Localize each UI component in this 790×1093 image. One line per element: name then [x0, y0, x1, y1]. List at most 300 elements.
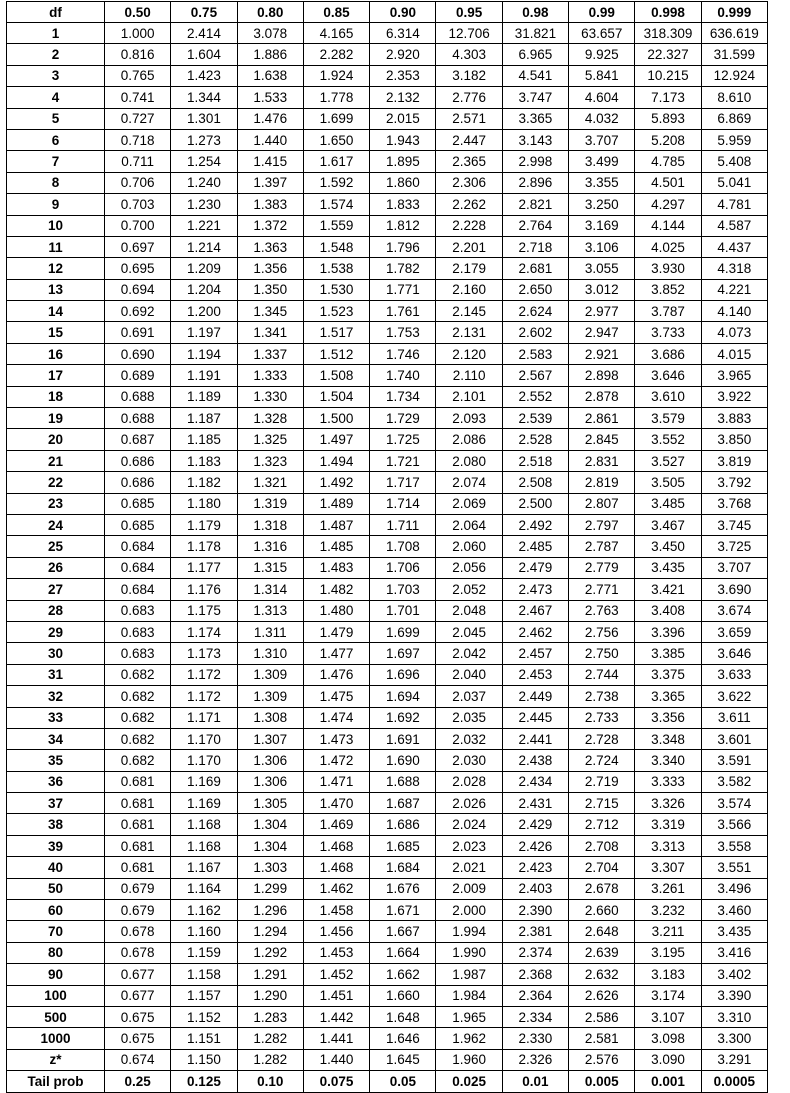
critical-value-cell: 1.725: [370, 429, 436, 450]
critical-value-cell: 3.485: [635, 493, 701, 514]
critical-value-cell: 3.090: [635, 1049, 701, 1070]
critical-value-cell: 2.000: [436, 900, 502, 921]
critical-value-cell: 3.733: [635, 322, 701, 343]
critical-value-cell: 3.340: [635, 750, 701, 771]
critical-value-cell: 2.712: [569, 814, 635, 835]
critical-value-cell: 1.341: [237, 322, 303, 343]
critical-value-cell: 0.681: [105, 857, 171, 878]
df-cell: 12: [7, 258, 105, 279]
critical-value-cell: 2.586: [569, 1006, 635, 1027]
critical-value-cell: 2.453: [502, 664, 568, 685]
critical-value-cell: 1.283: [237, 1006, 303, 1027]
critical-value-cell: 1.472: [303, 750, 369, 771]
critical-value-cell: 0.765: [105, 65, 171, 86]
table-row: [7, 279, 768, 300]
critical-value-cell: 0.681: [105, 835, 171, 856]
df-cell: 23: [7, 493, 105, 514]
critical-value-cell: 2.457: [502, 643, 568, 664]
critical-value-cell: 1.706: [370, 557, 436, 578]
tail-prob-cell: 0.10: [237, 1071, 303, 1092]
critical-value-cell: 1.440: [237, 129, 303, 150]
critical-value-cell: 0.741: [105, 87, 171, 108]
critical-value-cell: 1.273: [171, 129, 237, 150]
critical-value-cell: 1.303: [237, 857, 303, 878]
critical-value-cell: 4.785: [635, 151, 701, 172]
critical-value-cell: 2.438: [502, 750, 568, 771]
critical-value-cell: 5.208: [635, 129, 701, 150]
critical-value-cell: 3.552: [635, 429, 701, 450]
critical-value-cell: 0.675: [105, 1006, 171, 1027]
critical-value-cell: 2.552: [502, 386, 568, 407]
critical-value-cell: 2.878: [569, 386, 635, 407]
critical-value-cell: 4.032: [569, 108, 635, 129]
critical-value-cell: 1.209: [171, 258, 237, 279]
critical-value-cell: 4.025: [635, 236, 701, 257]
critical-value-cell: 1.483: [303, 557, 369, 578]
critical-value-cell: 1.500: [303, 408, 369, 429]
df-column-header: df: [7, 2, 105, 23]
critical-value-cell: 2.821: [502, 194, 568, 215]
table-row: [7, 514, 768, 535]
df-cell: 33: [7, 707, 105, 728]
critical-value-cell: 3.499: [569, 151, 635, 172]
critical-value-cell: 4.140: [701, 301, 767, 322]
critical-value-cell: 2.776: [436, 87, 502, 108]
critical-value-cell: 1.372: [237, 215, 303, 236]
table-row: [7, 728, 768, 749]
critical-value-cell: 2.381: [502, 921, 568, 942]
critical-value-cell: 1.469: [303, 814, 369, 835]
critical-value-cell: 3.416: [701, 942, 767, 963]
critical-value-cell: 1.157: [171, 985, 237, 1006]
critical-value-cell: 2.368: [502, 964, 568, 985]
critical-value-cell: 2.581: [569, 1028, 635, 1049]
critical-value-cell: 4.221: [701, 279, 767, 300]
critical-value-cell: 1.684: [370, 857, 436, 878]
critical-value-cell: 1.701: [370, 600, 436, 621]
critical-value-cell: 1.699: [303, 108, 369, 129]
table-row: [7, 707, 768, 728]
critical-value-cell: 63.657: [569, 23, 635, 44]
critical-value-cell: 1.168: [171, 814, 237, 835]
df-cell: 37: [7, 793, 105, 814]
critical-value-cell: 1.987: [436, 964, 502, 985]
critical-value-cell: 2.040: [436, 664, 502, 685]
critical-value-cell: 1.965: [436, 1006, 502, 1027]
critical-value-cell: 0.682: [105, 728, 171, 749]
critical-value-cell: 1.699: [370, 621, 436, 642]
critical-value-cell: 3.106: [569, 236, 635, 257]
table-row: [7, 536, 768, 557]
critical-value-cell: 1.423: [171, 65, 237, 86]
df-cell: 30: [7, 643, 105, 664]
critical-value-cell: 2.492: [502, 514, 568, 535]
critical-value-cell: 2.539: [502, 408, 568, 429]
critical-value-cell: 2.681: [502, 258, 568, 279]
df-cell: 22: [7, 472, 105, 493]
critical-value-cell: 1.292: [237, 942, 303, 963]
critical-value-cell: 3.313: [635, 835, 701, 856]
critical-value-cell: 0.681: [105, 814, 171, 835]
critical-value-cell: 3.850: [701, 429, 767, 450]
confidence-column-header: 0.90: [370, 2, 436, 23]
critical-value-cell: 2.434: [502, 771, 568, 792]
critical-value-cell: 0.682: [105, 664, 171, 685]
critical-value-cell: 1.690: [370, 750, 436, 771]
critical-value-cell: 2.719: [569, 771, 635, 792]
critical-value-cell: 3.930: [635, 258, 701, 279]
critical-value-cell: 1.548: [303, 236, 369, 257]
confidence-column-header: 0.85: [303, 2, 369, 23]
critical-value-cell: 3.098: [635, 1028, 701, 1049]
df-cell: 4: [7, 87, 105, 108]
critical-value-cell: 3.674: [701, 600, 767, 621]
critical-value-cell: 3.174: [635, 985, 701, 1006]
critical-value-cell: 1.200: [171, 301, 237, 322]
critical-value-cell: 2.390: [502, 900, 568, 921]
critical-value-cell: 1.291: [237, 964, 303, 985]
critical-value-cell: 1.296: [237, 900, 303, 921]
critical-value-cell: 1.310: [237, 643, 303, 664]
critical-value-cell: 1.316: [237, 536, 303, 557]
critical-value-cell: 2.024: [436, 814, 502, 835]
critical-value-cell: 2.485: [502, 536, 568, 557]
critical-value-cell: 318.309: [635, 23, 701, 44]
critical-value-cell: 1.473: [303, 728, 369, 749]
table-row: [7, 44, 768, 65]
critical-value-cell: 2.145: [436, 301, 502, 322]
critical-value-cell: 2.201: [436, 236, 502, 257]
critical-value-cell: 6.314: [370, 23, 436, 44]
critical-value-cell: 12.706: [436, 23, 502, 44]
critical-value-cell: 1.924: [303, 65, 369, 86]
critical-value-cell: 1.812: [370, 215, 436, 236]
critical-value-cell: 0.683: [105, 621, 171, 642]
critical-value-cell: 0.682: [105, 707, 171, 728]
critical-value-cell: 4.604: [569, 87, 635, 108]
critical-value-cell: 1.497: [303, 429, 369, 450]
critical-value-cell: 1.470: [303, 793, 369, 814]
df-cell: 6: [7, 129, 105, 150]
critical-value-cell: 0.700: [105, 215, 171, 236]
critical-value-cell: 1.468: [303, 857, 369, 878]
critical-value-cell: 3.107: [635, 1006, 701, 1027]
tail-prob-label: Tail prob: [7, 1071, 105, 1092]
critical-value-cell: 3.211: [635, 921, 701, 942]
critical-value-cell: 2.365: [436, 151, 502, 172]
critical-value-cell: 1.442: [303, 1006, 369, 1027]
critical-value-cell: 1.305: [237, 793, 303, 814]
critical-value-cell: 3.182: [436, 65, 502, 86]
critical-value-cell: 1.559: [303, 215, 369, 236]
critical-value-cell: 3.421: [635, 579, 701, 600]
critical-value-cell: 1.475: [303, 686, 369, 707]
df-cell: 3: [7, 65, 105, 86]
critical-value-cell: 2.353: [370, 65, 436, 86]
critical-value-cell: 1.714: [370, 493, 436, 514]
critical-value-cell: 1.574: [303, 194, 369, 215]
critical-value-cell: 2.583: [502, 343, 568, 364]
table-row: [7, 793, 768, 814]
critical-value-cell: 5.841: [569, 65, 635, 86]
critical-value-cell: 1.194: [171, 343, 237, 364]
critical-value-cell: 1.169: [171, 771, 237, 792]
df-cell: 90: [7, 964, 105, 985]
critical-value-cell: 1.169: [171, 793, 237, 814]
critical-value-cell: 1.703: [370, 579, 436, 600]
table-row: [7, 23, 768, 44]
critical-value-cell: 2.708: [569, 835, 635, 856]
critical-value-cell: 1.000: [105, 23, 171, 44]
tail-prob-cell: 0.125: [171, 1071, 237, 1092]
critical-value-cell: 636.619: [701, 23, 767, 44]
critical-value-cell: 2.771: [569, 579, 635, 600]
critical-value-cell: 0.690: [105, 343, 171, 364]
critical-value-cell: 2.467: [502, 600, 568, 621]
critical-value-cell: 0.678: [105, 942, 171, 963]
critical-value-cell: 1.321: [237, 472, 303, 493]
critical-value-cell: 10.215: [635, 65, 701, 86]
df-cell: 70: [7, 921, 105, 942]
df-cell: 50: [7, 878, 105, 899]
critical-value-cell: 0.692: [105, 301, 171, 322]
df-cell: 40: [7, 857, 105, 878]
critical-value-cell: 1.453: [303, 942, 369, 963]
critical-value-cell: 9.925: [569, 44, 635, 65]
critical-value-cell: 4.303: [436, 44, 502, 65]
critical-value-cell: 3.183: [635, 964, 701, 985]
critical-value-cell: 3.365: [635, 686, 701, 707]
critical-value-cell: 3.852: [635, 279, 701, 300]
critical-value-cell: 1.492: [303, 472, 369, 493]
critical-value-cell: 0.688: [105, 408, 171, 429]
table-row: [7, 771, 768, 792]
critical-value-cell: 1.530: [303, 279, 369, 300]
critical-value-cell: 1.691: [370, 728, 436, 749]
confidence-column-header: 0.50: [105, 2, 171, 23]
critical-value-cell: 2.626: [569, 985, 635, 1006]
critical-value-cell: 1.487: [303, 514, 369, 535]
critical-value-cell: 31.821: [502, 23, 568, 44]
critical-value-cell: 1.178: [171, 536, 237, 557]
critical-value-cell: 1.185: [171, 429, 237, 450]
critical-value-cell: 1.494: [303, 450, 369, 471]
critical-value-cell: 3.591: [701, 750, 767, 771]
critical-value-cell: 1.994: [436, 921, 502, 942]
critical-value-cell: 2.449: [502, 686, 568, 707]
critical-value-cell: 1.721: [370, 450, 436, 471]
critical-value-cell: 3.143: [502, 129, 568, 150]
critical-value-cell: 1.753: [370, 322, 436, 343]
critical-value-cell: 3.333: [635, 771, 701, 792]
critical-value-cell: 2.364: [502, 985, 568, 1006]
critical-value-cell: 0.678: [105, 921, 171, 942]
critical-value-cell: 1.323: [237, 450, 303, 471]
critical-value-cell: 1.337: [237, 343, 303, 364]
critical-value-cell: 2.080: [436, 450, 502, 471]
critical-value-cell: 2.750: [569, 643, 635, 664]
critical-value-cell: 1.309: [237, 686, 303, 707]
table-header: [7, 2, 768, 23]
critical-value-cell: 3.819: [701, 450, 767, 471]
critical-value-cell: 2.110: [436, 365, 502, 386]
critical-value-cell: 2.426: [502, 835, 568, 856]
critical-value-cell: 0.703: [105, 194, 171, 215]
critical-value-cell: 4.015: [701, 343, 767, 364]
critical-value-cell: 2.738: [569, 686, 635, 707]
critical-value-cell: 1.517: [303, 322, 369, 343]
critical-value-cell: 3.610: [635, 386, 701, 407]
critical-value-cell: 2.445: [502, 707, 568, 728]
critical-value-cell: 1.187: [171, 408, 237, 429]
critical-value-cell: 2.414: [171, 23, 237, 44]
critical-value-cell: 1.350: [237, 279, 303, 300]
critical-value-cell: 1.159: [171, 942, 237, 963]
critical-value-cell: 0.685: [105, 493, 171, 514]
table-row: [7, 964, 768, 985]
critical-value-cell: 2.037: [436, 686, 502, 707]
critical-value-cell: 4.501: [635, 172, 701, 193]
critical-value-cell: 2.624: [502, 301, 568, 322]
critical-value-cell: 2.787: [569, 536, 635, 557]
critical-value-cell: 4.297: [635, 194, 701, 215]
critical-value-cell: 1.451: [303, 985, 369, 1006]
critical-value-cell: 0.682: [105, 686, 171, 707]
critical-value-cell: 2.718: [502, 236, 568, 257]
critical-value-cell: 2.998: [502, 151, 568, 172]
critical-value-cell: 2.831: [569, 450, 635, 471]
df-cell: 1000: [7, 1028, 105, 1049]
critical-value-cell: 3.922: [701, 386, 767, 407]
critical-value-cell: 0.816: [105, 44, 171, 65]
critical-value-cell: 0.688: [105, 386, 171, 407]
table-row: [7, 472, 768, 493]
critical-value-cell: 2.861: [569, 408, 635, 429]
df-cell: 21: [7, 450, 105, 471]
tail-prob-cell: 0.05: [370, 1071, 436, 1092]
df-cell: 100: [7, 985, 105, 1006]
table-row: [7, 857, 768, 878]
critical-value-cell: 1.468: [303, 835, 369, 856]
critical-value-cell: 12.924: [701, 65, 767, 86]
table-row: [7, 664, 768, 685]
critical-value-cell: 2.650: [502, 279, 568, 300]
critical-value-cell: 3.435: [635, 557, 701, 578]
table-row: [7, 621, 768, 642]
df-cell: 26: [7, 557, 105, 578]
critical-value-cell: 1.617: [303, 151, 369, 172]
critical-value-cell: 2.179: [436, 258, 502, 279]
critical-value-cell: 1.314: [237, 579, 303, 600]
df-cell: 10: [7, 215, 105, 236]
critical-value-cell: 1.638: [237, 65, 303, 86]
critical-value-cell: 1.191: [171, 365, 237, 386]
critical-value-cell: 1.646: [370, 1028, 436, 1049]
critical-value-cell: 1.645: [370, 1049, 436, 1070]
critical-value-cell: 5.408: [701, 151, 767, 172]
critical-value-cell: 1.943: [370, 129, 436, 150]
critical-value-cell: 2.120: [436, 343, 502, 364]
table-row: [7, 900, 768, 921]
critical-value-cell: 1.301: [171, 108, 237, 129]
critical-value-cell: 3.768: [701, 493, 767, 514]
critical-value-cell: 3.883: [701, 408, 767, 429]
critical-value-cell: 3.250: [569, 194, 635, 215]
critical-value-cell: 2.441: [502, 728, 568, 749]
critical-value-cell: 2.479: [502, 557, 568, 578]
critical-value-cell: 3.232: [635, 900, 701, 921]
critical-value-cell: 31.599: [701, 44, 767, 65]
confidence-column-header: 0.95: [436, 2, 502, 23]
critical-value-cell: 2.015: [370, 108, 436, 129]
critical-value-cell: 2.648: [569, 921, 635, 942]
critical-value-cell: 4.144: [635, 215, 701, 236]
critical-value-cell: 3.965: [701, 365, 767, 386]
critical-value-cell: 0.697: [105, 236, 171, 257]
critical-value-cell: 1.650: [303, 129, 369, 150]
critical-value-cell: 1.304: [237, 835, 303, 856]
df-cell: 28: [7, 600, 105, 621]
critical-value-cell: 0.686: [105, 472, 171, 493]
critical-value-cell: 1.833: [370, 194, 436, 215]
critical-value-cell: 3.012: [569, 279, 635, 300]
critical-value-cell: 1.328: [237, 408, 303, 429]
df-cell: 32: [7, 686, 105, 707]
critical-value-cell: 3.646: [701, 643, 767, 664]
critical-value-cell: 2.431: [502, 793, 568, 814]
table-row: [7, 129, 768, 150]
critical-value-cell: 2.845: [569, 429, 635, 450]
df-cell: 60: [7, 900, 105, 921]
critical-value-cell: 2.035: [436, 707, 502, 728]
critical-value-cell: 1.172: [171, 664, 237, 685]
table-row: [7, 750, 768, 771]
tail-prob-cell: 0.075: [303, 1071, 369, 1092]
table-row: [7, 450, 768, 471]
critical-value-cell: 1.480: [303, 600, 369, 621]
critical-value-cell: 4.437: [701, 236, 767, 257]
critical-value-cell: 2.779: [569, 557, 635, 578]
df-cell: 24: [7, 514, 105, 535]
critical-value-cell: 2.334: [502, 1006, 568, 1027]
critical-value-cell: 2.032: [436, 728, 502, 749]
critical-value-cell: 0.718: [105, 129, 171, 150]
critical-value-cell: 2.819: [569, 472, 635, 493]
df-cell: 80: [7, 942, 105, 963]
critical-value-cell: 2.807: [569, 493, 635, 514]
critical-value-cell: 3.527: [635, 450, 701, 471]
critical-value-cell: 3.551: [701, 857, 767, 878]
df-cell: 8: [7, 172, 105, 193]
critical-value-cell: 1.462: [303, 878, 369, 899]
critical-value-cell: 2.715: [569, 793, 635, 814]
critical-value-cell: 6.965: [502, 44, 568, 65]
critical-value-cell: 2.508: [502, 472, 568, 493]
critical-value-cell: 2.330: [502, 1028, 568, 1049]
confidence-column-header: 0.75: [171, 2, 237, 23]
critical-value-cell: 1.363: [237, 236, 303, 257]
critical-value-cell: 2.678: [569, 878, 635, 899]
table-row: [7, 429, 768, 450]
confidence-column-header: 0.99: [569, 2, 635, 23]
critical-value-cell: 1.160: [171, 921, 237, 942]
table-row: [7, 172, 768, 193]
table-row: [7, 1049, 768, 1070]
critical-value-cell: 0.684: [105, 536, 171, 557]
critical-value-cell: 2.429: [502, 814, 568, 835]
critical-value-cell: 3.300: [701, 1028, 767, 1049]
critical-value-cell: 1.660: [370, 985, 436, 1006]
